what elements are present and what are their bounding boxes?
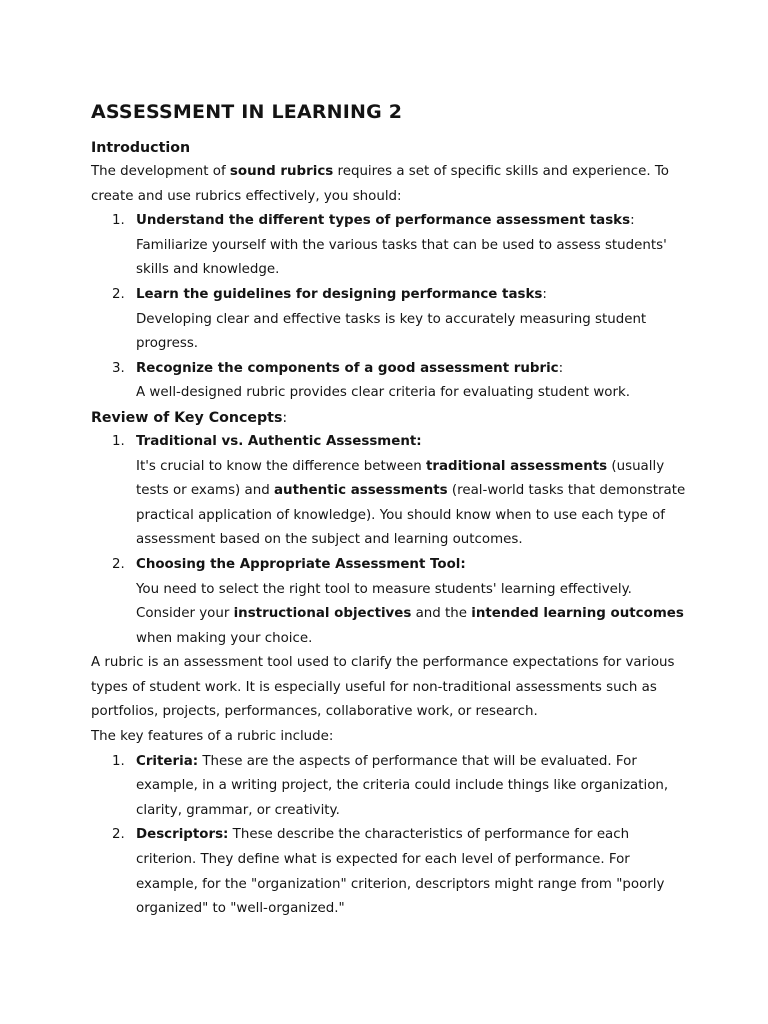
rubric-definition-paragraph: A rubric is an assessment tool used to clarify the performance expectations for various types of student work. It is especially useful for non-traditional assessments such as portfolios, projects, performances, collaborative work, or research.: [91, 655, 675, 720]
rubric-features-intro: The key features of a rubric include:: [91, 729, 334, 745]
list-item: 2. Choosing the Appropriate Assessment Tool: You need to select the right tool to measure students' learning effectively. Consider your instructional objectives and the intended learning outcomes when making your choice.: [112, 556, 684, 646]
list-item: 1. Traditional vs. Authentic Assessment: It's crucial to know the difference between traditional assessments (usually tests or exams) and authentic assessments (real-world tasks that demonstrate practical application of knowledge). You should know when to use each type of assessment based on the subject and learning outcomes.: [112, 433, 686, 548]
list-item: 1. Criteria: These are the aspects of performance that will be evaluated. For example, in a writing project, the criteria could include things like organization, clarity, grammar, or creativity.: [112, 753, 669, 818]
intro-list: [91, 209, 691, 406]
list-item: 1. Understand the different types of performance assessment tasks: Familiarize yourself with the various tasks that can be used to assess students' skills and knowledge.: [112, 213, 667, 278]
list-item: 2. Descriptors: These describe the characteristics of performance for each criterion. They define what is expected for each level of performance. For example, for the "organization" criterion, descriptors might range from "poorly organized" to "well-organized.": [112, 827, 665, 917]
review-list: [91, 430, 691, 651]
list-item: 3. Recognize the components of a good assessment rubric: A well-designed rubric provides clear criteria for evaluating student work.: [112, 360, 630, 401]
review-heading: Review of Key Concepts:: [91, 409, 288, 426]
rubric-features-list: [91, 750, 691, 922]
intro-paragraph: The development of sound rubrics requires a set of specific skills and experience. To create and use rubrics effectively, you should:: [91, 164, 669, 204]
list-item: 2. Learn the guidelines for designing performance tasks: Developing clear and effective tasks is key to accurately measuring student progress.: [112, 286, 647, 352]
intro-heading: Introduction: [91, 140, 191, 156]
document-title: ASSESSMENT IN LEARNING 2: [91, 101, 403, 123]
document-page: [91, 98, 691, 922]
